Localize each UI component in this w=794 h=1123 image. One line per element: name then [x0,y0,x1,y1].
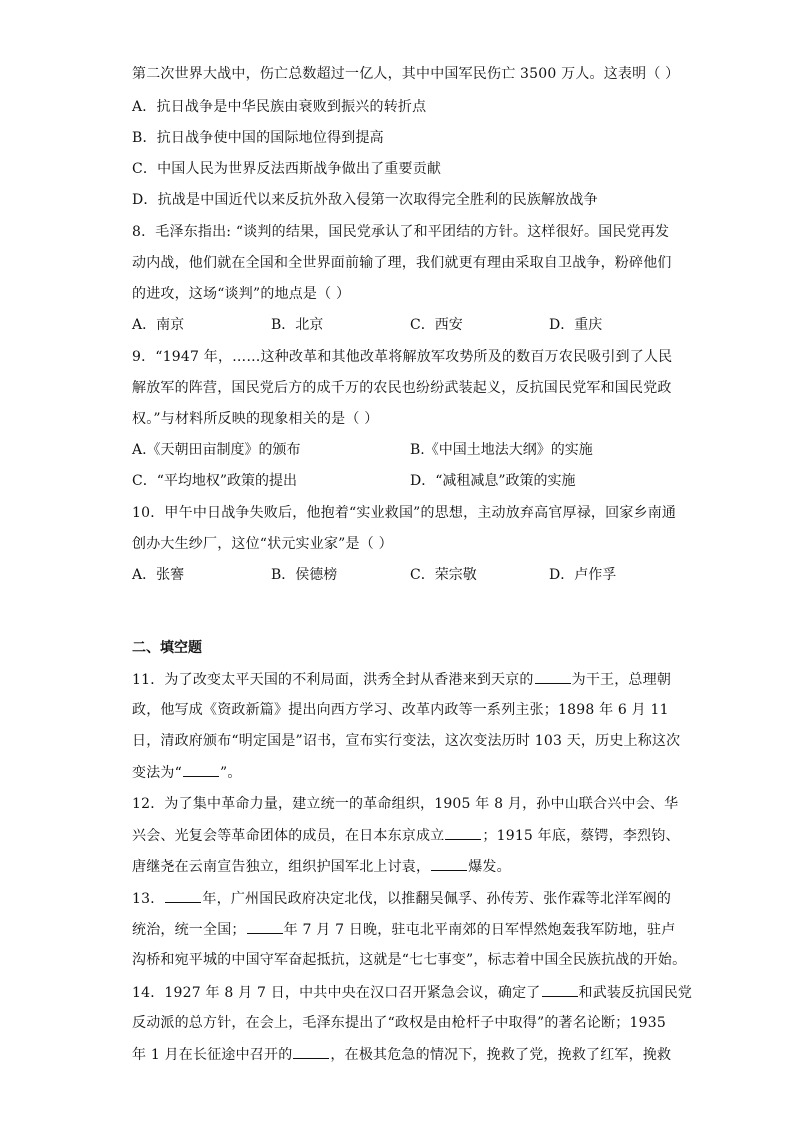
q7-option-a: A．抗日战争是中华民族由衰败到振兴的转折点 [132,99,427,115]
q14-blank-2[interactable] [293,1042,329,1059]
q13-text-2b: 年 7 月 7 日晚，驻屯北平南郊的日军悍然炮轰我军防地，驻卢 [283,922,676,938]
q8-option-c: C．西安 [410,317,463,333]
q9-stem-line-3: 权。”与材料所反映的现象相关的是（ ） [132,411,379,427]
q14-text-1a: 14．1927 年 8 月 7 日，中共中央在汉口召开紧急会议，确定了 [132,985,541,1001]
q13-text-1b: 年，广州国民政府决定北伐，以推翻吴佩孚、孙传芳、张作霖等北洋军阀的 [202,891,672,907]
q13-blank-2[interactable] [247,917,283,934]
q8-option-a: A．南京 [132,317,185,333]
q11-text-4b: ”。 [219,765,242,781]
q11-blank-2[interactable] [183,760,219,777]
q13-text-1a: 13． [132,891,165,907]
q9-option-d: D．“减租减息”政策的实施 [410,473,576,489]
q12-text-3a: 唐继尧在云南宣告独立，组织护国军北上讨袁， [132,859,431,875]
q9-option-b: B.《中国土地法大纲》的实施 [410,442,593,458]
q10-option-a: A．张謇 [132,567,185,583]
q14-text-3a: 年 1 月在长征途中召开的 [132,1047,293,1063]
q8-option-d: D．重庆 [549,317,603,333]
q12-blank-1[interactable] [445,823,481,840]
q14-text-3b: ，在极其危急的情况下，挽救了党，挽救了红军，挽救 [330,1047,672,1063]
q7-option-b: B．抗日战争使中国的国际地位得到提高 [132,130,384,146]
q8-option-b: B．北京 [271,317,324,333]
q8-stem-line-2: 动内战，他们就在全国和全世界面前输了理，我们就更有理由采取自卫战争，粉碎他们 [132,255,672,271]
q7-option-c: C．中国人民为世界反法西斯战争做出了重要贡献 [132,161,442,177]
section-title-fill-in: 二、填空题 [132,640,202,656]
q9-stem-line-1: 9．“1947 年，……这种改革和其他改革将解放军攻势所及的数百万农民吸引到了人民 [132,349,673,365]
q13-blank-1[interactable] [165,886,201,903]
q13-line-2 [132,917,676,941]
q13-line-1 [132,886,672,910]
q10-option-c: C．荣宗敬 [410,567,477,583]
q10-option-d: D．卢作孚 [549,567,617,583]
q9-option-c: C．“平均地权”政策的提出 [132,473,298,489]
q11-line-4 [132,760,672,784]
q12-text-2a: 兴会、光复会等革命团体的成员，在日本东京成立 [132,828,445,844]
q11-line-1 [132,667,672,691]
q12-line-3 [132,854,672,878]
q12-line-1: 12．为了集中革命力量，建立统一的革命组织，1905 年 8 月，孙中山联合兴中会、华 [132,796,679,812]
q12-line-2 [132,823,680,847]
q11-text-4a: 变法为“ [132,765,182,781]
q11-text-1b: 为干王，总理朝 [571,672,672,688]
q14-line-3 [132,1042,672,1066]
q9-stem-line-2: 解放军的阵营，国民党后方的成千万的农民也纷纷武装起义，反抗国民党军和国民党政 [132,380,672,396]
q13-text-2a: 统治，统一全国； [132,922,246,938]
q8-stem-line-1: 8．毛泽东指出: “谈判的结果，国民党承认了和平团结的方针。这样很好。国民党再发 [132,224,670,240]
q14-line-2: 反动派的总方针，在会上，毛泽东提出了“政权是由枪杆子中取得”的著名论断；1935 [132,1015,666,1031]
q11-text-1a: 11．为了改变太平天国的不利局面，洪秀全封从香港来到天京的 [132,672,534,688]
q7-stem: 第二次世界大战中，伤亡总数超过一亿人，其中中国军民伤亡 3500 万人。这表明（ ） [132,66,680,82]
q11-line-3: 日，清政府颁布“明定国是”诏书，宣布实行变法，这次变法历时 103 天，历史上称这次 [132,733,681,749]
q11-blank-1[interactable] [535,667,571,684]
q11-line-2: 政，他写成《资政新篇》提出向西方学习、改革内政等一系列主张；1898 年 6 月 11 [132,702,669,718]
q13-line-3: 沟桥和宛平城的中国守军奋起抵抗，这就是“七七事变”，标志着中国全民族抗战的开始。 [132,952,687,968]
q12-blank-2[interactable] [431,854,467,871]
q10-option-b: B．侯德榜 [271,567,338,583]
q12-text-2b: ；1915 年底，蔡锷，李烈钧、 [482,828,680,844]
q14-blank-1[interactable] [542,980,578,997]
q9-option-a: A.《天朝田亩制度》的颁布 [132,442,301,458]
q10-stem-line-1: 10．甲午中日战争失败后，他抱着“实业救国”的思想，主动放弃高官厚禄，回家乡南通 [132,505,677,521]
q12-text-3b: 爆发。 [468,859,511,875]
q10-stem-line-2: 创办大生纱厂，这位“状元实业家”是（ ） [132,536,393,552]
q14-text-1b: 和武装反抗国民党 [578,985,693,1001]
q8-stem-line-3: 的进攻，这场“谈判”的地点是（ ） [132,286,351,302]
q7-option-d: D．抗战是中国近代以来反抗外敌入侵第一次取得完全胜利的民族解放战争 [132,192,598,208]
q14-line-1 [132,980,693,1004]
